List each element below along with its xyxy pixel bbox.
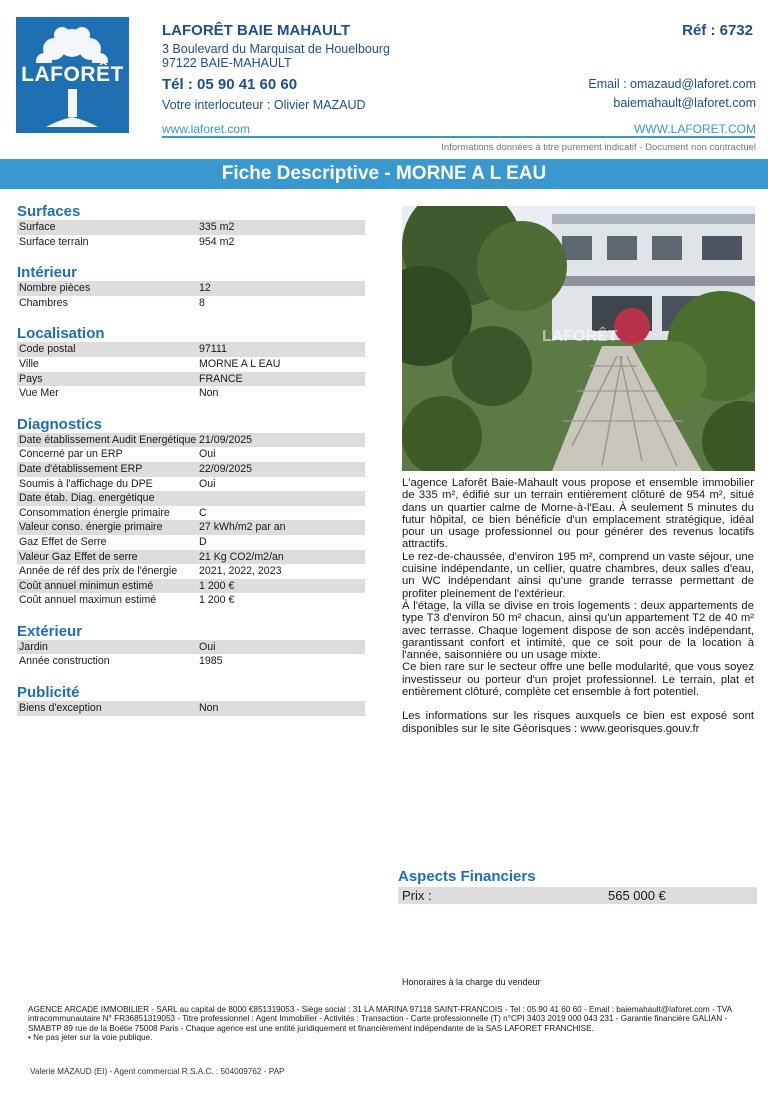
- detail-label: Code postal: [19, 343, 76, 356]
- price-value: 565 000 €: [608, 888, 666, 903]
- detail-value: 8: [199, 296, 205, 309]
- detail-label: Nombre pièces: [19, 282, 91, 295]
- detail-value: 1 200 €: [199, 594, 235, 607]
- website-link-right[interactable]: WWW.LAFORET.COM: [634, 122, 756, 136]
- detail-value: 12: [199, 282, 211, 295]
- detail-label: Coût annuel minimun estimé: [19, 579, 154, 592]
- agency-name: LAFORÊT BAIE MAHAULT: [162, 22, 351, 39]
- description-paragraph: Ce bien rare sur le secteur offre une belle modularité, que vous soyez investisseur ou porteur d'un projet professionnel. Le terrain, plat et entièrement clôturé, complète cet ensemble à fort potentiel.: [402, 661, 754, 699]
- detail-value: 335 m2: [199, 221, 235, 233]
- agency-address-line1: 3 Boulevard du Marquisat de Houelbourg: [162, 42, 390, 56]
- detail-row: [17, 296, 365, 311]
- agency-logo: [16, 17, 129, 133]
- section-title-interieur: Intérieur: [17, 264, 78, 282]
- detail-row: [17, 433, 365, 448]
- detail-label: Chambres: [19, 296, 68, 309]
- detail-row: [17, 220, 365, 235]
- property-photo: [402, 206, 755, 471]
- legal-notice: [28, 1005, 736, 1043]
- header-divider: [162, 136, 755, 138]
- detail-value: 1985: [199, 655, 223, 668]
- detail-row: [17, 564, 365, 579]
- legal-text: AGENCE ARCADE IMMOBILIER - SARL au capital de 8000 €851319053 - Siège social : 31 LA MARINA 97118 SAINT-FRANCOIS - Tel : 05 90 41 60 60 - Email : baiemahault@laforet.com - TVA intracommunautaire N° FR36851319053 - Titre professionnel : Agent Immobilier - Activités : Transaction - Carte professionnelle (T) n°CPI 3403 2019 000 043 231 - Garantie financière GALIAN - SMABTP 89 rue de la Boétie 75008 Paris - Chaque agence est une entité juridiquement et financièrement indépendante de la SAS LAFORET FRANCHISE.: [28, 1005, 732, 1033]
- detail-row: [17, 654, 365, 669]
- section-title-surfaces: Surfaces: [17, 203, 81, 220]
- detail-label: Vue Mer: [19, 387, 59, 400]
- detail-row: [17, 550, 365, 565]
- detail-value: 22/09/2025: [199, 462, 253, 475]
- legal-note: • Ne pas jeter sur la voie publique.: [28, 1033, 153, 1043]
- agent-info: Valerie MAZAUD (EI) - Agent commercial R.S.A.C. : 504009762 - PAP: [30, 1067, 285, 1076]
- detail-value: D: [199, 535, 207, 548]
- section-title-exterieur: Extérieur: [17, 622, 83, 640]
- detail-value: Non: [199, 702, 219, 715]
- detail-row: [17, 462, 365, 477]
- detail-label: Soumis à l'affichage du DPE: [19, 477, 153, 490]
- detail-label: Consommation énergie primaire: [19, 506, 170, 519]
- detail-row: [17, 235, 365, 250]
- detail-value: Oui: [199, 640, 216, 653]
- description-risks: Les informations sur les risques auxquels ce bien est exposé sont disponibles sur le site Géorisques : www.georisques.gouv.fr: [402, 710, 754, 735]
- fees-note: Honoraires à la charge du vendeur: [402, 977, 541, 987]
- price-row: [398, 887, 757, 904]
- detail-value: 21 Kg CO2/m2/an: [199, 550, 284, 563]
- section-title-diagnostics: Diagnostics: [17, 415, 103, 433]
- detail-row: [17, 579, 365, 594]
- detail-row: [17, 506, 365, 521]
- logo-wordmark: LAFORÊT: [21, 63, 124, 86]
- detail-value: Non: [199, 387, 219, 400]
- detail-label: Ville: [19, 357, 39, 370]
- detail-value: 954 m2: [199, 235, 235, 248]
- detail-value: 2021, 2022, 2023: [199, 565, 282, 578]
- detail-label: Jardin: [19, 640, 48, 653]
- detail-row: [17, 701, 365, 716]
- detail-row: [17, 640, 365, 655]
- detail-label: Date d'établissement ERP: [19, 462, 143, 475]
- header-disclaimer: Informations données à titre purement indicatif - Document non contractuel: [441, 142, 756, 153]
- property-details: [17, 202, 365, 716]
- description-paragraph: Le rez-de-chaussée, d'environ 195 m², comprend un vaste séjour, une cuisine indépendante, un cellier, quatre chambres, deux salles d'eau, un WC indépendant ainsi qu'une grande terrasse permettant de profiter pleinement de l'extérieur.: [402, 550, 754, 600]
- photo-watermark: LAFORÊT: [542, 328, 618, 345]
- price-label: Prix :: [402, 888, 432, 903]
- financial-title: Aspects Financiers: [398, 868, 536, 885]
- detail-row: [17, 477, 365, 492]
- detail-label: Année de réf des prix de l'énergie: [19, 565, 178, 578]
- detail-label: Valeur Gaz Effet de serre: [19, 550, 138, 563]
- detail-label: Biens d'exception: [19, 702, 102, 715]
- detail-label: Valeur conso. énergie primaire: [19, 521, 163, 534]
- description-paragraph: À l'étage, la villa se divise en trois logements : deux appartements de type T3 d'environ 50 m² chacun, ainsi qu'un appartement T2 de 40 m² avec terrasse. Chaque logement dispose de son accès indépendant, garantissant confort et intimité, que ce soit pour de la location à l'année, saisonnière ou un usage mixte.: [402, 599, 754, 662]
- agency-phone[interactable]: Tél : 05 90 41 60 60: [162, 76, 298, 93]
- detail-value: Oui: [199, 477, 216, 490]
- detail-row: [17, 491, 365, 506]
- detail-row: [17, 593, 365, 608]
- email-primary[interactable]: Email : omazaud@laforet.com: [588, 77, 756, 91]
- agency-address-line2: 97122 BAIE-MAHAULT: [162, 56, 292, 70]
- detail-row: [17, 447, 365, 462]
- detail-row: [17, 386, 365, 401]
- detail-label: Pays: [19, 372, 43, 385]
- website-link-left[interactable]: www.laforet.com: [162, 122, 251, 136]
- detail-row: [17, 535, 365, 550]
- page-title: Fiche Descriptive - MORNE A L EAU: [0, 159, 768, 189]
- detail-row: [17, 520, 365, 535]
- detail-value: FRANCE: [199, 372, 243, 385]
- detail-value: 27 kWh/m2 par an: [199, 521, 286, 534]
- property-reference: Réf : 6732: [682, 22, 753, 39]
- detail-label: Date étab. Diag. energétique: [19, 492, 155, 505]
- section-title-localisation: Localisation: [17, 325, 105, 343]
- detail-value: MORNE A L EAU: [199, 357, 281, 370]
- detail-value: Oui: [199, 448, 216, 461]
- detail-value: 1 200 €: [199, 579, 235, 592]
- detail-value: C: [199, 506, 207, 519]
- detail-label: Concerné par un ERP: [19, 448, 123, 461]
- detail-row: [17, 342, 365, 357]
- detail-label: Surface: [19, 221, 56, 233]
- detail-label: Gaz Effet de Serre: [19, 535, 107, 548]
- detail-label: Date établissement Audit Energétique: [19, 433, 197, 446]
- detail-value: 97111: [199, 343, 227, 356]
- detail-label: Surface terrain: [19, 235, 89, 248]
- detail-row: [17, 357, 365, 372]
- detail-row: [17, 281, 365, 296]
- detail-label: Coût annuel maximun estimé: [19, 594, 157, 607]
- detail-value: [199, 491, 365, 506]
- detail-value: 21/09/2025: [199, 433, 253, 446]
- section-title-publicite: Publicité: [17, 684, 80, 702]
- description-paragraph: L'agence Laforêt Baie-Mahault vous propose et ensemble immobilier de 335 m², édifié sur un terrain entièrement clôturé de 954 m², situé dans un quartier calme de Morne-à-l'Eau. À seulement 5 minutes du futur hôpital, ce bien bénéficie d'un emplacement stratégique, idéal pour un usage professionnel ou pour générer des revenus locatifs attractifs.: [402, 477, 754, 551]
- detail-row: [17, 372, 365, 387]
- detail-label: Année construction: [19, 655, 110, 668]
- property-description: [402, 477, 754, 735]
- email-secondary[interactable]: baiemahault@laforet.com: [613, 96, 756, 110]
- agency-contact: Votre interlocuteur : Olivier MAZAUD: [162, 98, 366, 112]
